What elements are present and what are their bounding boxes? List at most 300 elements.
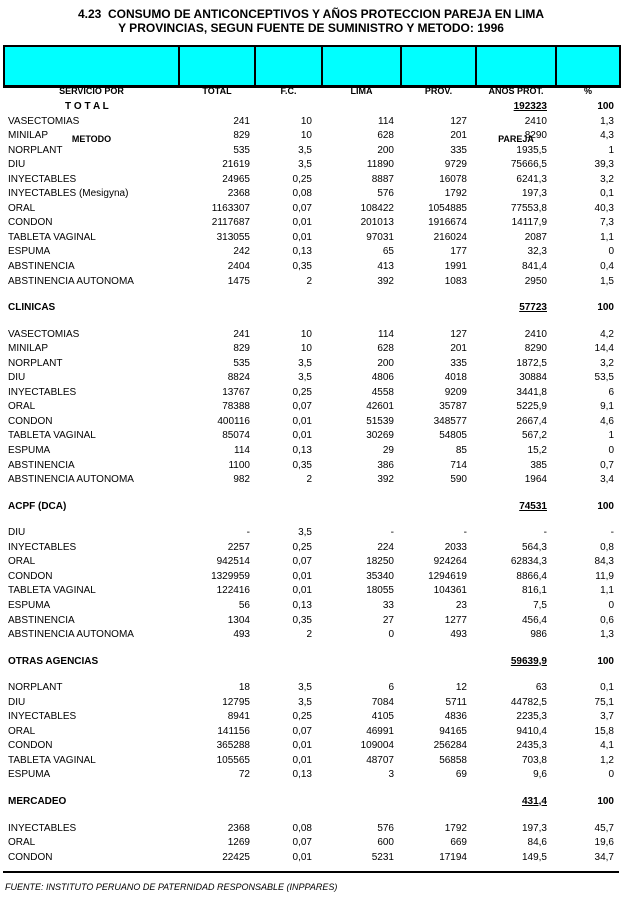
cell-prov: 1792 [444, 188, 467, 200]
cell-total: 982 [233, 474, 250, 486]
table-row [3, 584, 617, 599]
cell-anios: 1964 [524, 474, 547, 486]
cell-prov: 1054885 [428, 202, 467, 214]
section-label: OTRAS AGENCIAS [8, 655, 99, 667]
cell-total: 1475 [227, 275, 250, 287]
table-row [3, 115, 617, 130]
cell-anios: 62834,3 [510, 556, 547, 568]
cell-metodo: ABSTINENCIA AUTONOMA [8, 275, 134, 287]
cell-prov: 127 [450, 115, 467, 127]
cell-pct: 4,3 [600, 130, 614, 142]
cell-total: 21619 [222, 159, 250, 171]
cell-prov: 17194 [439, 851, 467, 863]
cell-pct: 1,1 [600, 231, 614, 243]
cell-anios: 564,3 [521, 541, 547, 553]
column-header-servicio-line2: METODO [71, 134, 112, 144]
cell-lima: 201013 [360, 217, 394, 229]
cell-pct: 0,1 [600, 188, 614, 200]
column-header-lima-label: LIMA [350, 86, 373, 96]
cell-anios: 8866,4 [516, 570, 547, 582]
cell-prov: 16078 [439, 173, 467, 185]
cell-anios: 456,4 [521, 614, 547, 626]
cell-prov: 85 [455, 445, 467, 457]
cell-anios: 3441,8 [516, 386, 547, 398]
cell-metodo: ORAL [8, 202, 36, 214]
column-header-lima [323, 47, 402, 96]
cell-metodo: NORPLANT [8, 144, 63, 156]
cell-total: 56 [238, 599, 250, 611]
section-anios-value: 431,4 [521, 795, 547, 807]
cell-fc: 0,07 [292, 556, 312, 568]
cell-metodo: DIU [8, 372, 26, 384]
section-pct-value: 100 [597, 655, 614, 667]
cell-anios: 2235,3 [516, 711, 547, 723]
cell-lima: 7084 [371, 696, 394, 708]
table-row [3, 357, 617, 372]
column-header-fc [256, 47, 323, 96]
cell-anios: 14117,9 [511, 217, 547, 229]
cell-lima: 576 [377, 188, 394, 200]
cell-pct: 0,7 [600, 459, 614, 471]
table-row [3, 260, 617, 275]
cell-fc: 0,08 [292, 822, 312, 834]
cell-metodo: CONDON [8, 415, 53, 427]
cell-prov: 348577 [433, 415, 467, 427]
cell-pct: 3,7 [600, 711, 614, 723]
cell-anios: - [543, 527, 547, 539]
cell-fc: 0,25 [292, 173, 312, 185]
cell-metodo: TABLETA VAGINAL [8, 231, 96, 243]
cell-fc: 0,35 [292, 614, 312, 626]
cell-metodo: TABLETA VAGINAL [8, 585, 96, 597]
cell-metodo: INYECTABLES [8, 822, 77, 834]
cell-pct: 1,5 [600, 275, 614, 287]
section-header-row [3, 100, 617, 115]
cell-total: 105565 [216, 754, 250, 766]
cell-metodo: DIU [8, 159, 26, 171]
cell-prov: 335 [450, 144, 467, 156]
section-mercadeo [3, 783, 617, 865]
cell-metodo: ABSTINENCIA [8, 459, 75, 471]
cell-lima: 576 [377, 822, 394, 834]
cell-lima: 33 [382, 599, 394, 611]
cell-pct: 39,3 [594, 159, 614, 171]
cell-prov: 216024 [433, 231, 467, 243]
table-row [3, 129, 617, 144]
cell-metodo: ABSTINENCIA AUTONOMA [8, 629, 134, 641]
cell-prov: 127 [450, 328, 467, 340]
cell-metodo: INYECTABLES [8, 711, 77, 723]
cell-fc: 0,35 [292, 261, 312, 273]
cell-lima: 4558 [371, 386, 394, 398]
table-row [3, 400, 617, 415]
cell-anios: 1872,5 [516, 357, 547, 369]
cell-pct: 4,2 [600, 328, 614, 340]
cell-anios: 1935,5 [516, 144, 547, 156]
section-anios-value: 192323 [513, 101, 547, 112]
column-header-servicio-line1: SERVICIO POR [59, 86, 124, 96]
section-anios-value: 57723 [519, 302, 547, 314]
cell-total: 8941 [227, 711, 250, 723]
cell-lima: 42601 [366, 401, 394, 413]
cell-total: 12795 [222, 696, 250, 708]
cell-pct: 1 [608, 430, 614, 442]
title-line-2: Y PROVINCIAS, SEGUN FUENTE DE SUMINISTRO Y METODO: 1996 [118, 21, 504, 35]
cell-lima: 18055 [366, 585, 394, 597]
cell-lima: 97031 [366, 231, 394, 243]
cell-pct: 1 [608, 144, 614, 156]
table-row [3, 415, 617, 430]
cell-prov: 9729 [444, 159, 467, 171]
cell-anios: 32,3 [527, 246, 547, 258]
cell-lima: 46991 [366, 725, 394, 737]
cell-metodo: INYECTABLES [8, 173, 77, 185]
cell-metodo: VASECTOMIAS [8, 328, 80, 340]
cell-prov: 669 [450, 837, 467, 849]
cell-pct: 4,6 [600, 415, 614, 427]
cell-fc: 0,25 [292, 386, 312, 398]
cell-total: 85074 [222, 430, 250, 442]
cell-total: 241 [233, 328, 250, 340]
cell-anios: 6241,3 [516, 173, 547, 185]
cell-pct: 1,1 [600, 585, 614, 597]
cell-prov: - [463, 527, 467, 539]
table-row [3, 371, 617, 386]
cell-total: 1329959 [211, 570, 250, 582]
cell-lima: 4105 [371, 711, 394, 723]
cell-pct: 40,3 [594, 202, 614, 214]
cell-anios: 385 [530, 459, 547, 471]
cell-fc: 0,01 [292, 754, 312, 766]
column-header-anios-line1: AÑOS PROT. [488, 86, 544, 96]
cell-total: 535 [233, 357, 250, 369]
cell-fc: 0,07 [292, 725, 312, 737]
column-header-prov-label: PROV. [424, 86, 453, 96]
cell-anios: 9410,4 [516, 725, 547, 737]
cell-metodo: TABLETA VAGINAL [8, 754, 96, 766]
table-row [3, 173, 617, 188]
cell-pct: 6 [608, 386, 614, 398]
cell-prov: 924264 [433, 556, 467, 568]
cell-prov: 714 [450, 459, 467, 471]
cell-total: 942514 [216, 556, 250, 568]
cell-metodo: ABSTINENCIA [8, 614, 75, 626]
cell-metodo: ORAL [8, 556, 36, 568]
section-pct-value: 100 [597, 302, 614, 314]
cell-total: 114 [234, 445, 250, 457]
cell-fc: 2 [306, 474, 312, 486]
cell-lima: 114 [378, 115, 394, 127]
cell-anios: 2950 [524, 275, 547, 287]
cell-prov: 1083 [444, 275, 467, 287]
cell-prov: 35787 [439, 401, 467, 413]
cell-anios: 703,8 [521, 754, 547, 766]
cell-pct: 1,2 [600, 754, 614, 766]
cell-metodo: NORPLANT [8, 682, 63, 694]
cell-pct: 84,3 [594, 556, 614, 568]
cell-lima: 600 [377, 837, 394, 849]
section-pct-value: 100 [597, 795, 614, 807]
cell-prov: 1916674 [428, 217, 467, 229]
table-row [3, 836, 617, 851]
cell-fc: 0,25 [292, 541, 312, 553]
cell-fc: 10 [300, 115, 312, 127]
cell-lima: 30269 [366, 430, 394, 442]
cell-total: - [246, 527, 250, 539]
cell-metodo: TABLETA VAGINAL [8, 430, 96, 442]
section-total [3, 88, 617, 289]
cell-metodo: ABSTINENCIA AUTONOMA [8, 474, 134, 486]
cell-lima: 200 [377, 357, 394, 369]
cell-pct: 9,1 [600, 401, 614, 413]
cell-pct: 7,3 [600, 217, 614, 229]
column-header-anios-line2: PAREJA [498, 134, 534, 144]
report-page [0, 7, 622, 893]
table-row [3, 386, 617, 401]
cell-metodo: MINILAP [8, 343, 49, 355]
cell-lima: 18250 [366, 556, 394, 568]
cell-lima: - [390, 527, 394, 539]
column-header-pct-label: % [583, 86, 592, 96]
table-row [3, 696, 617, 711]
section-label: MERCADEO [8, 795, 67, 807]
cell-prov: 94165 [439, 725, 467, 737]
section-otras-agencias [3, 643, 617, 783]
cell-metodo: MINILAP [8, 130, 49, 142]
cell-prov: 1294619 [428, 570, 467, 582]
table-row [3, 231, 617, 246]
table-row [3, 144, 617, 159]
cell-total: 535 [233, 144, 250, 156]
cell-prov: 5711 [445, 696, 467, 708]
table-body [3, 88, 617, 865]
cell-anios: 15,2 [527, 445, 547, 457]
cell-fc: 10 [300, 328, 312, 340]
cell-total: 313055 [216, 231, 250, 243]
table-row [3, 444, 617, 459]
cell-fc: 2 [306, 629, 312, 641]
cell-total: 2404 [227, 261, 250, 273]
table-row [3, 599, 617, 614]
cell-total: 400116 [217, 415, 250, 427]
table-row [3, 526, 617, 541]
cell-fc: 0,07 [292, 202, 312, 214]
cell-prov: 201 [450, 343, 467, 355]
table-row [3, 473, 617, 488]
cell-total: 1269 [227, 837, 250, 849]
cell-lima: 65 [382, 246, 394, 258]
cell-anios: 63 [535, 682, 547, 694]
cell-prov: 12 [455, 682, 467, 694]
cell-prov: 201 [450, 130, 467, 142]
cell-prov: 54805 [439, 430, 467, 442]
cell-anios: 5225,9 [516, 401, 547, 413]
cell-pct: 3,2 [600, 357, 614, 369]
cell-prov: 4836 [444, 711, 467, 723]
cell-pct: 0,1 [600, 682, 614, 694]
section-clinicas [3, 289, 617, 488]
cell-anios: 84,6 [527, 837, 547, 849]
cell-prov: 590 [450, 474, 467, 486]
cell-metodo: ABSTINENCIA [8, 261, 75, 273]
cell-lima: 48707 [366, 754, 394, 766]
cell-total: 122416 [216, 585, 250, 597]
cell-lima: 6 [388, 682, 394, 694]
table-row [3, 570, 617, 585]
cell-pct: 45,7 [594, 822, 614, 834]
cell-lima: 109004 [360, 740, 394, 752]
title-line-1: 4.23 CONSUMO DE ANTICONCEPTIVOS Y AÑOS PROTECCION PAREJA EN LIMA [77, 7, 545, 21]
cell-metodo: INYECTABLES [8, 386, 77, 398]
source-note: FUENTE: INSTITUTO PERUANO DE PATERNIDAD RESPONSABLE (INPPARES) [5, 882, 338, 893]
table-row [3, 158, 617, 173]
section-label: CLINICAS [8, 302, 56, 314]
column-header-fc-label: F.C. [280, 86, 297, 96]
column-header-total [180, 47, 256, 96]
cell-pct: 53,5 [594, 372, 614, 384]
cell-pct: 0,6 [600, 614, 614, 626]
cell-total: 141156 [217, 725, 250, 737]
cell-fc: 3,5 [298, 159, 312, 171]
cell-anios: 2435,3 [516, 740, 547, 752]
cell-metodo: ESPUMA [8, 769, 51, 781]
cell-fc: 0,01 [292, 585, 312, 597]
cell-anios: 30884 [519, 372, 547, 384]
cell-lima: 0 [388, 629, 394, 641]
cell-metodo: ESPUMA [8, 599, 51, 611]
cell-pct: 15,8 [594, 725, 614, 737]
cell-total: 2257 [227, 541, 250, 553]
cell-fc: 0,01 [292, 851, 312, 863]
cell-lima: 11890 [366, 159, 394, 171]
cell-anios: 986 [530, 629, 547, 641]
cell-lima: 200 [377, 144, 394, 156]
cell-metodo: CONDON [8, 740, 53, 752]
column-header-pct [557, 47, 619, 96]
section-pct-value: 100 [597, 500, 614, 512]
cell-total: 24965 [222, 173, 250, 185]
cell-total: 493 [233, 629, 250, 641]
cell-anios: 9,6 [533, 769, 547, 781]
section-header-row [3, 795, 617, 810]
section-acpf-dca [3, 488, 617, 643]
cell-prov: 493 [450, 629, 467, 641]
cell-total: 241 [233, 115, 250, 127]
cell-total: 829 [233, 130, 250, 142]
table-row [3, 768, 617, 783]
cell-anios: 2087 [524, 231, 547, 243]
cell-anios: 2410 [524, 115, 547, 127]
cell-lima: 4806 [371, 372, 394, 384]
cell-pct: 11,9 [595, 570, 614, 582]
cell-lima: 628 [377, 130, 394, 142]
table-row [3, 342, 617, 357]
cell-anios: 197,3 [521, 188, 547, 200]
section-header-row [3, 500, 617, 515]
cell-anios: 44782,5 [510, 696, 547, 708]
cell-pct: 0 [608, 445, 614, 457]
cell-lima: 5231 [371, 851, 394, 863]
cell-total: 829 [233, 343, 250, 355]
table-row [3, 614, 617, 629]
cell-fc: 2 [306, 275, 312, 287]
table-row [3, 555, 617, 570]
cell-pct: 0 [608, 246, 614, 258]
cell-anios: 149,5 [521, 851, 547, 863]
table-row [3, 681, 617, 696]
table-row [3, 628, 617, 643]
cell-total: 72 [238, 769, 250, 781]
cell-total: 365288 [216, 740, 250, 752]
cell-lima: 392 [377, 275, 394, 287]
cell-fc: 0,01 [292, 740, 312, 752]
section-header-row [3, 301, 617, 316]
cell-lima: 386 [377, 459, 394, 471]
cell-fc: 0,13 [292, 246, 312, 258]
cell-fc: 0,07 [292, 837, 312, 849]
column-header-total-label: TOTAL [202, 86, 232, 96]
cell-lima: 35340 [366, 570, 394, 582]
cell-lima: 628 [377, 343, 394, 355]
cell-anios: 197,3 [521, 822, 547, 834]
cell-anios: 77553,8 [510, 202, 547, 214]
cell-fc: 0,01 [292, 415, 312, 427]
cell-metodo: CONDON [8, 217, 53, 229]
table-row [3, 328, 617, 343]
cell-fc: 3,5 [298, 372, 312, 384]
cell-metodo: ORAL [8, 837, 36, 849]
cell-metodo: ORAL [8, 401, 36, 413]
cell-anios: 75666,5 [510, 159, 547, 171]
cell-metodo: DIU [8, 696, 26, 708]
cell-total: 18 [238, 682, 250, 694]
cell-fc: 0,25 [292, 711, 312, 723]
cell-prov: 23 [455, 599, 467, 611]
cell-fc: 3,5 [298, 144, 312, 156]
cell-total: 1163307 [211, 202, 250, 214]
table-row [3, 725, 617, 740]
footer [3, 871, 619, 893]
cell-pct: 4,1 [600, 740, 614, 752]
cell-fc: 3,5 [298, 682, 312, 694]
cell-metodo: ESPUMA [8, 246, 51, 258]
cell-fc: 10 [300, 130, 312, 142]
cell-metodo: CONDON [8, 570, 53, 582]
cell-pct: 14,4 [594, 343, 614, 355]
cell-metodo: ORAL [8, 725, 36, 737]
cell-total: 22425 [222, 851, 250, 863]
section-header-row [3, 655, 617, 670]
cell-pct: 0 [608, 599, 614, 611]
section-label: T O T A L [65, 101, 109, 112]
cell-fc: 0,35 [292, 459, 312, 471]
table-row [3, 710, 617, 725]
cell-metodo: VASECTOMIAS [8, 115, 80, 127]
cell-prov: 1991 [444, 261, 467, 273]
cell-fc: 3,5 [298, 696, 312, 708]
cell-lima: 3 [388, 769, 394, 781]
cell-pct: 0 [608, 769, 614, 781]
cell-lima: 413 [377, 261, 394, 273]
cell-lima: 27 [382, 614, 394, 626]
cell-pct: 1,3 [600, 629, 614, 641]
column-header-prov [402, 47, 477, 96]
cell-fc: 0,07 [292, 401, 312, 413]
cell-total: 13767 [222, 386, 250, 398]
cell-prov: 56858 [439, 754, 467, 766]
cell-fc: 3,5 [298, 527, 312, 539]
cell-pct: - [610, 527, 614, 539]
